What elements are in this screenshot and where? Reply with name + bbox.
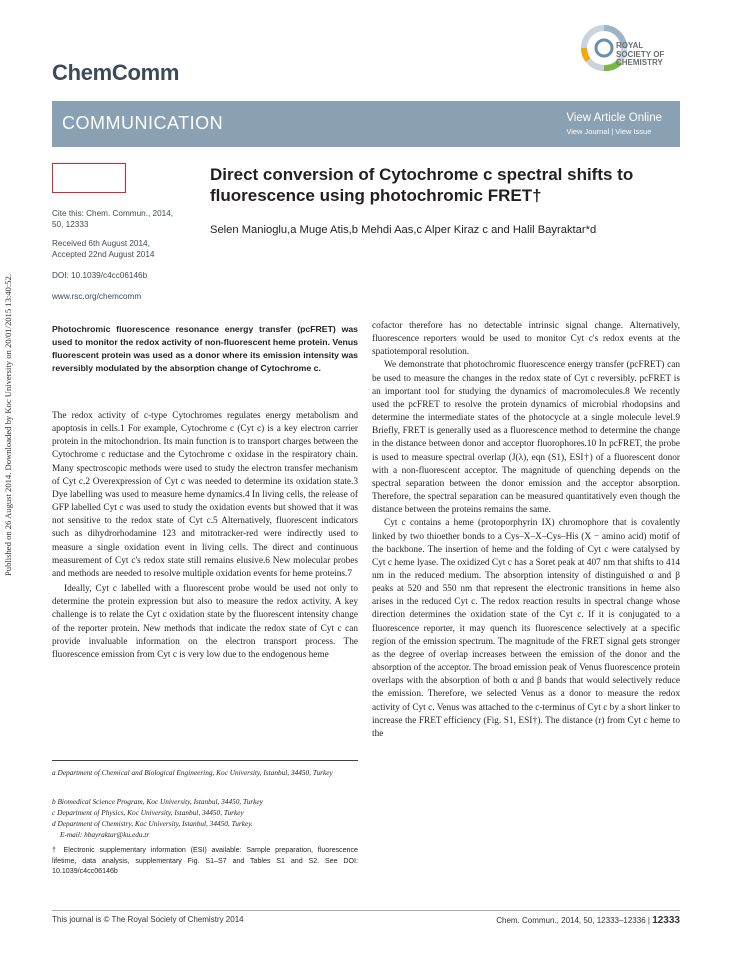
crossmark-placeholder[interactable] xyxy=(52,163,126,193)
paragraph: Cyt c contains a heme (protoporphyrin IX) chromophore that is covalently linked by two thioether bonds to a Cys–X–X–Cys–His (X − amino acid) motif of the backbone. The insertion of heme and the folding of Cyt c were catalysed by Cyt c heme lyase. The oxidized Cyt c has a Soret peak at 407 nm that shifts to 414 nm in the reduced medium. The absorption intensity of distinguished α and β peaks at 520 and 550 nm that represent the electronic transitions in heme also arises in the reduced Cyt c. The redox reaction results in spectral change whose direction determines the oxidation state of the Cyt c. If it is conjugated to a fluorescence reporter, it may quench its fluorescence selectively at a specific region of the emission spectrum. The magnitude of the FRET signal gets stronger as the degree of overlap increases between the emission of the donor and the absorption of the acceptor. The broad emission peak of Venus fluorescence protein overlaps with the absorption of both α and β bands that would selectively reduce the emission. Therefore, we selected Venus as a donor to measure the redox activity of Cyt c. Venus was attached to the c-terminus of Cyt c by a short linker to increase the FRET efficiency (Fig. S1, ESI†). The distance (r) from Cyt c heme to the xyxy=(372,518,680,739)
article-links xyxy=(566,112,662,136)
copyright-footer: This journal is © The Royal Society of Chemistry 2014 xyxy=(52,915,244,924)
article-title: Direct conversion of Cytochrome c spectral shifts to fluorescence using photochromic FRET† xyxy=(210,165,634,205)
affiliation-a: a Department of Chemical and Biological Engineering, Koc University, Istanbul, 34450, Turkey xyxy=(52,768,333,777)
page-number: 12333 xyxy=(652,915,680,926)
paragraph: cofactor therefore has no detectable intrinsic signal change. Alternatively, fluorescence reporters would be used to monitor Cyt c's redox events at the spatiotemporal resolution. xyxy=(372,321,680,358)
journal-name: ChemComm xyxy=(52,60,180,85)
view-article-online-link[interactable]: View Article Online xyxy=(566,112,662,124)
paragraph: The redox activity of c-type Cytochromes regulates energy metabolism and apoptosis in cells.1 For example, Cytochrome c (Cyt c) is a key electron carrier protein in the mitochondrion. Its main function is to transport charges between the Cytochrome c reductase and the Cytochrome c oxidase in the respiratory chain. Many spectroscopic methods were used to study the electron transfer mechanism of Cyt c.2 Overexpression of Cyt c was needed to determine its oxidation state.3 Dye labelling was used to measure heme dynamics.4 In living cells, the release of GFP labelled Cyt c was used to study the oxidation events but showed that it was not sensitive to the redox state of Cyt c.5 Alternatively, fluorescent indicators such as dihydrorhodamine 123 and mitotracker-red were indirectly used to measure a single oxidation event in living cells. The direct and continuous measurement of Cyt c's redox state still remains elusive.6 New molecular probes and methods are needed to resolve multiple oxidation events for heme proteins.7 xyxy=(52,411,358,579)
footer-divider xyxy=(52,910,680,911)
affiliation-c: c Department of Physics, Koc University, Istanbul, 34450, Turkey xyxy=(52,808,244,817)
affiliation-d: d Department of Chemistry, Koc University, Istanbul, 34450, Turkey. xyxy=(52,819,253,828)
view-journal-issue-links[interactable]: View Journal | View Issue xyxy=(566,127,652,136)
affiliation-b: b Biomedical Science Program, Koc University, Istanbul, 34450, Turkey xyxy=(52,797,263,806)
dates: Received 6th August 2014, Accepted 22nd August 2014 xyxy=(52,239,155,259)
right-column xyxy=(372,320,680,741)
section-title: COMMUNICATION xyxy=(62,113,224,133)
citation: Cite this: Chem. Commun., 2014, 50, 12333 xyxy=(52,209,174,229)
esi-note: † Electronic supplementary information (ESI) available: Sample preparation, fluorescence lifetime, data analysis, supplementary Fig. S1–S7 and Tables S1 and S2. See DOI: 10.1039/c4cc06146b xyxy=(52,846,358,875)
doi: DOI: 10.1039/c4cc06146b xyxy=(52,271,148,280)
download-note: Published on 26 August 2014. Downloaded by Koc University on 20/01/2015 13:40:52. xyxy=(3,274,13,576)
footnote-divider xyxy=(52,760,358,761)
corresponding-email[interactable]: E-mail: hbayraktar@ku.edu.tr xyxy=(60,830,150,839)
citation-footer: Chem. Commun., 2014, 50, 12333–12336 | 12333 xyxy=(496,915,680,926)
section-banner xyxy=(52,101,680,147)
paragraph: Ideally, Cyt c labelled with a fluorescent probe would be used not only to determine the protein expression but also to measure the redox activity. A key challenge is to relate the Cyt c oxidation state by the fluorescent intensity change of the reporter protein. New methods that indicate the redox state of Cyt c can provide invaluable information on the electron transport process. The fluorescence emission from Cyt c is very low due to the endogenous heme xyxy=(52,584,358,660)
journal-url[interactable]: www.rsc.org/chemcomm xyxy=(52,292,142,301)
abstract: Photochromic fluorescence resonance energy transfer (pcFRET) was used to monitor the redox activity of non-fluorescent heme protein. Venus fluorescent protein was used as a donor where its emission intensity was reversibly modulated by the absorption change of Cytochrome c. xyxy=(52,324,358,373)
paragraph: We demonstrate that photochromic fluorescence energy transfer (pcFRET) can be used to measure the changes in the redox state of Cyt c reversibly. pcFRET is an important tool for studying the dynamics of macromolecules.8 We recently used the pcFRET to resolve the protein dynamics of microbial rhodopsins and determine the intermediate states of the photocycle at a single molecule level.9 Briefly, FRET is generally used as a fluorescence method to determine the change in the distance between donor and acceptor fluorophores.10 In pcFRET, the probe is used to measure spectral overlap (J(λ), eqn (S1), ESI†) of a fluorescent donor with a non-fluorescent acceptor. The magnitude of quenching depends on the spectral separation between the donor emission and the acceptor absorption. Therefore, the spectral separation can be measured quantitatively even though the distance between the proteins remains the same. xyxy=(372,360,680,516)
rsc-logo-text: ROYAL SOCIETY OF CHEMISTRY xyxy=(616,41,665,67)
author-list: Selen Manioglu,a Muge Atis,b Mehdi Aas,c Alper Kiraz c and Halil Bayraktar*d xyxy=(210,224,597,236)
left-column xyxy=(52,410,358,662)
